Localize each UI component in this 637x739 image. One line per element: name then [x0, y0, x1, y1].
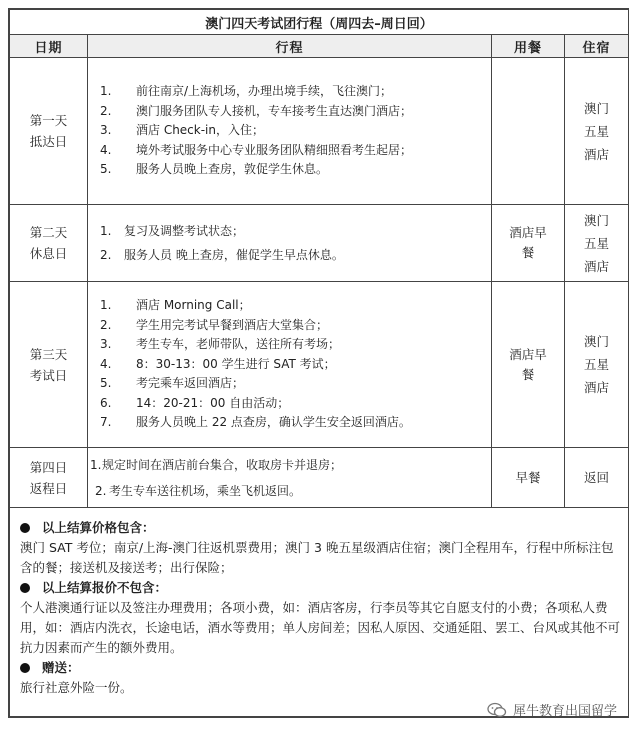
itinerary-cell [88, 282, 492, 448]
item-text: 学生用完考试早餐到酒店大堂集合； [136, 317, 329, 332]
meal-cell: 早餐 [492, 448, 565, 508]
item-number: 2. [100, 317, 112, 332]
itinerary-item [96, 82, 485, 102]
bullet-icon [20, 523, 30, 533]
item-number: 5. [100, 162, 112, 177]
item-text: 澳门服务团队专人接机，专车接考生直达澳门酒店； [136, 103, 413, 118]
item-number: 1. [90, 457, 102, 472]
item-number: 7. [100, 415, 112, 430]
item-number: 2. [95, 483, 107, 498]
item-number: 4. [100, 356, 112, 371]
itinerary-item [88, 478, 485, 504]
excluded-text: 个人港澳通行证以及签注办理费用；各项小费，如：酒店客房，行李员等其它自愿支付的小费；各项私人费用，如：酒店内洗衣，长途电话，酒水等费用；单人房间差；因私人原因、交通延阻、罢工、台风或其他不可抗力因素而产生的额外费用。 [20, 600, 621, 655]
day-label [10, 448, 88, 508]
itinerary-item [96, 243, 485, 267]
gift-text: 旅行社意外险一份。 [20, 680, 133, 695]
meal-line: 酒店早 [509, 225, 547, 240]
watermark [487, 700, 617, 719]
item-text: 服务人员晚上查房，敦促学生休息。 [136, 162, 329, 177]
day-label [10, 282, 88, 448]
itinerary-item [96, 102, 485, 122]
hotel-line: 酒店 [584, 258, 610, 274]
itinerary-item [96, 316, 485, 336]
notes-cell [10, 508, 629, 717]
day-number: 第三天 [29, 346, 68, 362]
day-label [10, 58, 88, 205]
included-text: 澳门 SAT 考位；南京/上海-澳门往返机票费用；澳门 3 晚五星级酒店住宿；澳门全程用车，行程中所标注包含的餐；接送机及接送考；出行保险； [20, 540, 614, 575]
day-label [10, 205, 88, 282]
itinerary-item [96, 121, 485, 141]
item-number: 2. [100, 103, 112, 118]
header-hotel: 住宿 [565, 35, 629, 58]
hotel-line: 五星 [584, 357, 610, 372]
item-text: 境外考试服务中心专业服务团队精细照看考生起居； [136, 142, 413, 157]
day-row-4 [10, 448, 629, 508]
item-text: 考完乘车返回酒店； [136, 376, 245, 391]
itinerary-item [96, 141, 485, 161]
itinerary-item [96, 296, 485, 316]
item-number: 1. [100, 84, 112, 99]
itinerary-item [96, 355, 485, 375]
day-row-1 [10, 58, 629, 205]
hotel-line: 澳门 [584, 100, 610, 116]
hotel-line: 五星 [584, 123, 610, 139]
item-text: 考生专车，老师带队，送往所有考场； [136, 337, 341, 352]
hotel-cell [565, 282, 629, 448]
itinerary-table [9, 9, 629, 717]
itinerary-item [96, 335, 485, 355]
itinerary-item [96, 394, 485, 414]
item-text: 考生专车送往机场，乘坐飞机返回。 [109, 483, 302, 498]
item-text: 规定时间在酒店前台集合，收取房卡并退房； [102, 457, 343, 472]
item-number: 3. [100, 337, 112, 352]
hotel-cell [565, 205, 629, 282]
item-number: 5. [100, 376, 112, 391]
header-date: 日期 [10, 35, 88, 58]
itinerary-cell [88, 205, 492, 282]
included-heading [20, 518, 620, 538]
bullet-icon [20, 583, 30, 593]
item-number: 4. [100, 142, 112, 157]
itinerary-cell [88, 448, 492, 508]
itinerary-sheet [8, 8, 629, 718]
meal-line: 酒店早 [509, 346, 547, 362]
header-itinerary: 行程 [88, 35, 492, 58]
item-number: 1. [100, 298, 112, 313]
day-number: 第二天 [29, 225, 68, 240]
day-name: 休息日 [29, 246, 68, 261]
item-text: 8：30-13：00 学生进行 SAT 考试； [136, 356, 336, 371]
day-row-3 [10, 282, 629, 448]
hotel-cell: 返回 [565, 448, 629, 508]
meal-cell [492, 205, 565, 282]
itinerary-item [96, 374, 485, 394]
item-number: 1. [100, 224, 112, 238]
hotel-line: 澳门 [584, 334, 610, 349]
table-title: 澳门四天考试团行程（周四去–周日回） [10, 10, 629, 35]
day-name: 考试日 [29, 367, 68, 383]
item-text: 服务人员晚上 22 点查房，确认学生安全返回酒店。 [136, 415, 411, 430]
meal-line: 餐 [521, 245, 535, 260]
meal-cell [492, 58, 565, 205]
hotel-line: 澳门 [584, 212, 610, 228]
item-number: 2. [100, 248, 112, 262]
itinerary-item [96, 160, 485, 180]
item-text: 前往南京/上海机场，办理出境手续，飞往澳门； [136, 84, 393, 99]
excluded-heading [20, 578, 620, 598]
included-title: 以上结算价格包含： [42, 520, 155, 535]
item-text: 酒店 Check-in，入住； [136, 123, 264, 138]
item-text: 服务人员 晚上查房，催促学生早点休息。 [124, 248, 344, 262]
header-meals: 用餐 [492, 35, 565, 58]
hotel-line: 酒店 [584, 146, 610, 162]
day-name: 抵达日 [29, 134, 68, 149]
day-number: 第四日 [29, 459, 68, 475]
day-row-2 [10, 205, 629, 282]
gift-heading [20, 658, 620, 678]
meal-line: 餐 [521, 366, 535, 382]
day-number: 第一天 [29, 113, 68, 128]
watermark-text: 犀牛教育出国留学 [512, 704, 617, 719]
excluded-title: 以上结算报价不包含： [42, 580, 168, 595]
hotel-line: 五星 [584, 235, 610, 251]
item-number: 3. [100, 123, 112, 138]
itinerary-item [88, 452, 485, 478]
meal-cell [492, 282, 565, 448]
itinerary-cell [88, 58, 492, 205]
hotel-line: 酒店 [584, 380, 610, 395]
day-name: 返程日 [29, 480, 68, 496]
item-text: 酒店 Morning Call； [136, 298, 251, 313]
hotel-cell [565, 58, 629, 205]
notes-row [10, 508, 629, 717]
item-number: 6. [100, 395, 112, 410]
bullet-icon [20, 663, 30, 673]
gift-title: 赠送： [42, 660, 80, 675]
item-text: 复习及调整考试状态； [124, 224, 245, 238]
item-text: 14：20-21：00 自由活动； [136, 395, 290, 410]
itinerary-item [96, 413, 485, 433]
wechat-icon [487, 702, 507, 718]
itinerary-item [96, 219, 485, 243]
